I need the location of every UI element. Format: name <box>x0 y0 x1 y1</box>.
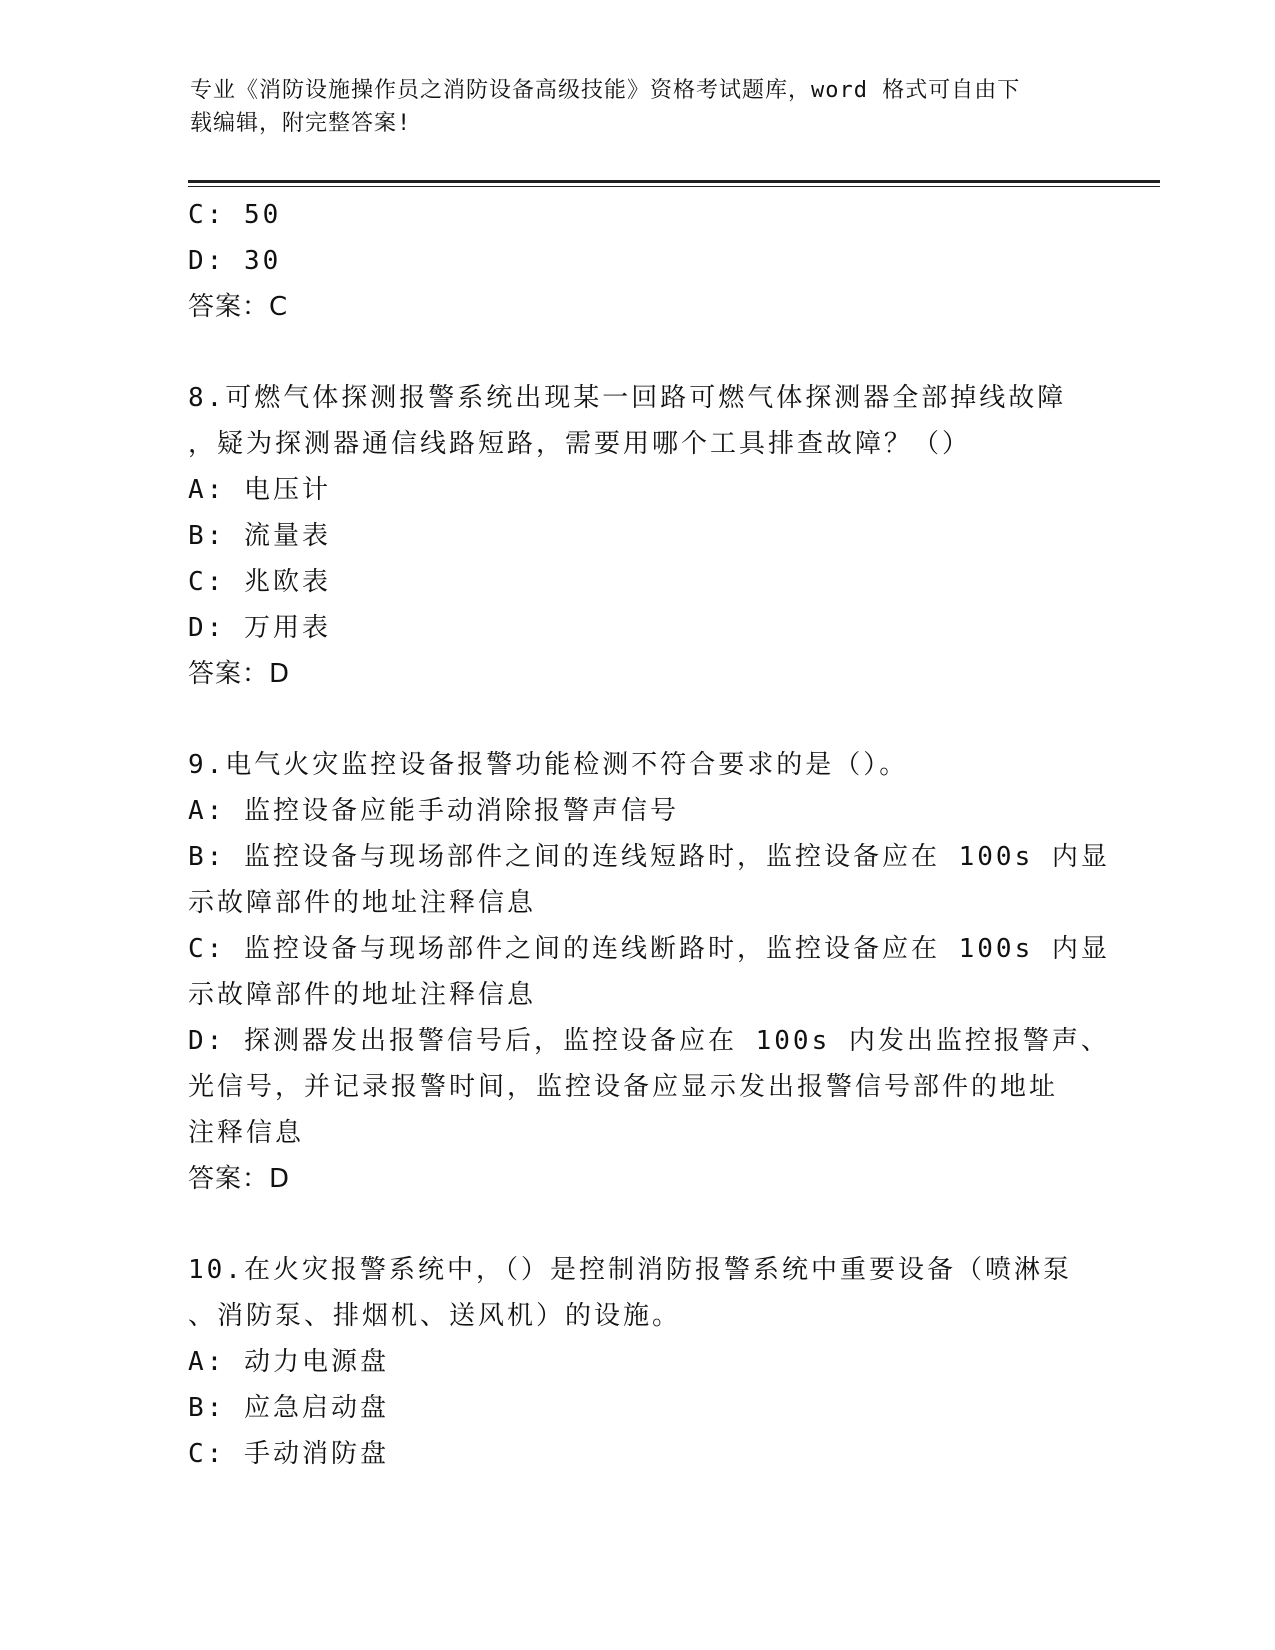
option-a: A: 电压计 <box>188 475 331 505</box>
question-9 <box>188 742 1110 1202</box>
option-c: C: 手动消防盘 <box>188 1439 389 1469</box>
spacer <box>188 697 1088 742</box>
option-c: C: 50 <box>188 200 282 230</box>
option-d-continued: 光信号，并记录报警时间，监控设备应显示发出报警信号部件的地址 <box>188 1072 1059 1102</box>
header-line-2: 载编辑，附完整答案! <box>190 111 412 136</box>
question-stem: 、消防泵、排烟机、送风机）的设施。 <box>188 1301 682 1331</box>
header-rule-thin <box>188 186 1160 187</box>
spacer <box>188 1202 1088 1247</box>
question-list <box>188 192 1110 1477</box>
option-d: D: 30 <box>188 246 282 276</box>
option-b: B: 应急启动盘 <box>188 1393 389 1423</box>
option-c: C: 兆欧表 <box>188 567 331 597</box>
spacer <box>188 330 1088 375</box>
question-stem: 10.在火灾报警系统中，（）是控制消防报警系统中重要设备（喷淋泵 <box>188 1255 1072 1285</box>
option-c-continued: 示故障部件的地址注释信息 <box>188 980 537 1010</box>
option-b: B: 监控设备与现场部件之间的连线短路时，监控设备应在 100s 内显 <box>188 842 1110 872</box>
answer: 答案：C <box>188 292 289 322</box>
question-stem: 8.可燃气体探测报警系统出现某一回路可燃气体探测器全部掉线故障 <box>188 383 1067 413</box>
header-line-1: 专业《消防设施操作员之消防设备高级技能》资格考试题库，word 格式可自由下 <box>190 78 1021 103</box>
option-b-continued: 示故障部件的地址注释信息 <box>188 888 537 918</box>
option-d-continued: 注释信息 <box>188 1118 305 1148</box>
option-d: D: 万用表 <box>188 613 331 643</box>
option-a: A: 监控设备应能手动消除报警声信号 <box>188 796 679 826</box>
option-d: D: 探测器发出报警信号后，监控设备应在 100s 内发出监控报警声、 <box>188 1026 1110 1056</box>
document-header <box>190 74 1070 140</box>
question-7-tail <box>188 192 1088 330</box>
question-10 <box>188 1247 1088 1477</box>
answer: 答案：D <box>188 659 291 689</box>
question-stem: ，疑为探测器通信线路短路，需要用哪个工具排查故障？（） <box>188 429 972 459</box>
option-a: A: 动力电源盘 <box>188 1347 389 1377</box>
answer: 答案：D <box>188 1164 291 1194</box>
question-stem: 9.电气火灾监控设备报警功能检测不符合要求的是（）。 <box>188 750 909 780</box>
question-8 <box>188 375 1088 697</box>
option-c: C: 监控设备与现场部件之间的连线断路时，监控设备应在 100s 内显 <box>188 934 1110 964</box>
option-b: B: 流量表 <box>188 521 331 551</box>
header-rule <box>188 180 1160 183</box>
